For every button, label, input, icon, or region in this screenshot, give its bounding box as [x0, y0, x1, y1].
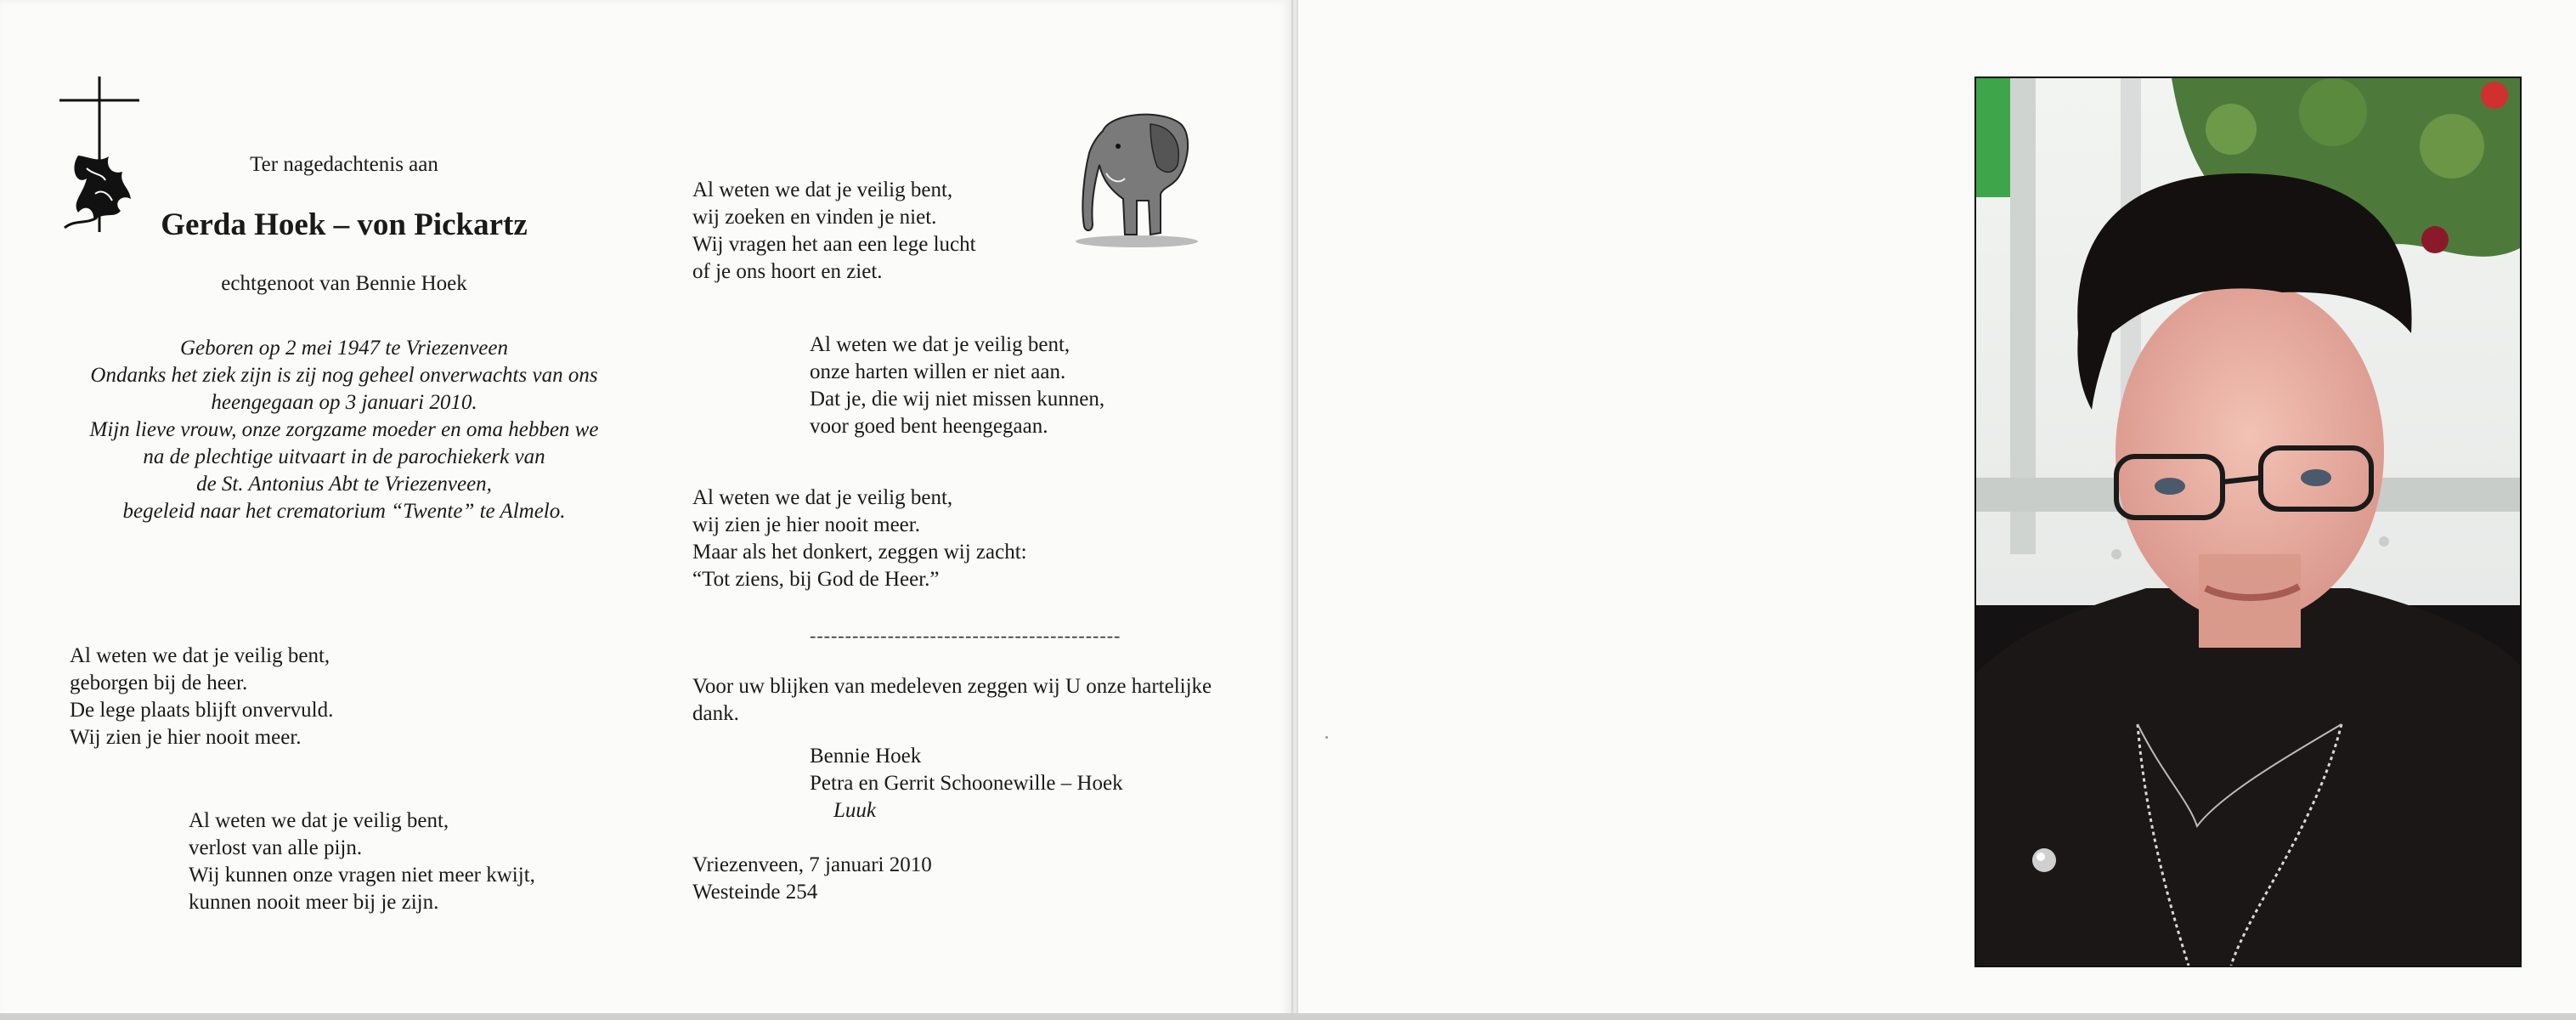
family-signatures: [810, 743, 1123, 824]
card-fold: [1291, 0, 1298, 1020]
elephant-icon: [1069, 105, 1198, 257]
poem-stanza-1: [70, 643, 333, 751]
poem-line: of je ons hoort en ziet.: [692, 260, 883, 283]
poem-line: Al weten we dat je veilig bent,: [692, 486, 953, 509]
portrait-photo: [1974, 76, 2522, 967]
poem-line: voor goed bent heengegaan.: [810, 415, 1048, 438]
family-member: Bennie Hoek: [810, 745, 922, 768]
poem-stanza-2: [189, 808, 535, 916]
bio-line: de St. Antonius Abt te Vriezenveen,: [196, 473, 492, 496]
poem-line: Maar als het donkert, zeggen wij zacht:: [692, 541, 1027, 564]
bio-line: na de plechtige uitvaart in de parochiekerk van: [143, 445, 545, 468]
bio-line: begeleid naar het crematorium “Twente” te Almelo.: [122, 500, 566, 523]
paper-speck: [1325, 736, 1328, 739]
poem-line: Al weten we dat je veilig bent,: [189, 809, 449, 832]
poem-line: verlost van alle pijn.: [189, 836, 363, 859]
poem-line: Al weten we dat je veilig bent,: [810, 333, 1071, 356]
poem-line: geborgen bij de heer.: [70, 672, 248, 694]
poem-line: kunnen nooit meer bij je zijn.: [189, 891, 439, 914]
spouse-line: echtgenoot van Bennie Hoek: [221, 272, 467, 295]
poem-stanza-3: [692, 177, 976, 286]
bio-line: Ondanks het ziek zijn is zij nog geheel onverwachts van ons: [90, 364, 598, 387]
poem-line: Wij vragen het aan een lege lucht: [692, 233, 976, 256]
bio-line: heengegaan op 3 januari 2010.: [211, 391, 477, 414]
family-member: Luuk: [833, 799, 876, 822]
bio-line: Mijn lieve vrouw, onze zorgzame moeder en oma hebben we: [89, 418, 599, 441]
thanks-line: dank.: [692, 702, 739, 725]
poem-line: Al weten we dat je veilig bent,: [70, 644, 330, 667]
divider-line: --------------------------------------------: [810, 625, 1121, 646]
poem-line: De lege plaats blijft onvervuld.: [70, 699, 334, 722]
thanks-text: [692, 673, 1212, 728]
address: Westeinde 254: [692, 881, 818, 904]
intro-label: Ter nagedachtenis aan: [250, 153, 438, 176]
poem-line: Wij zien je hier nooit meer.: [70, 726, 302, 749]
biography-text: [51, 335, 637, 525]
poem-stanza-4: [810, 332, 1104, 440]
poem-line: wij zien je hier nooit meer.: [692, 513, 920, 536]
poem-line: Wij kunnen onze vragen niet meer kwijt,: [189, 864, 535, 887]
family-member: Petra en Gerrit Schoonewille – Hoek: [810, 772, 1123, 795]
poem-line: Dat je, die wij niet missen kunnen,: [810, 388, 1105, 411]
cross-with-lily-icon: [53, 75, 146, 236]
poem-line: onze harten willen er niet aan.: [810, 360, 1066, 383]
bio-line: Geboren op 2 mei 1947 te Vriezenveen: [180, 337, 508, 360]
place-date: Vriezenveen, 7 januari 2010: [692, 853, 932, 876]
deceased-name: Gerda Hoek – von Pickartz: [161, 207, 528, 242]
poem-line: “Tot ziens, bij God de Heer.”: [692, 568, 940, 591]
poem-line: wij zoeken en vinden je niet.: [692, 206, 937, 229]
poem-stanza-5: [692, 484, 1027, 593]
poem-line: Al weten we dat je veilig bent,: [692, 178, 953, 201]
card-bottom-edge: [0, 1013, 2576, 1020]
thanks-line: Voor uw blijken van medeleven zeggen wij U onze hartelijke: [692, 675, 1212, 698]
